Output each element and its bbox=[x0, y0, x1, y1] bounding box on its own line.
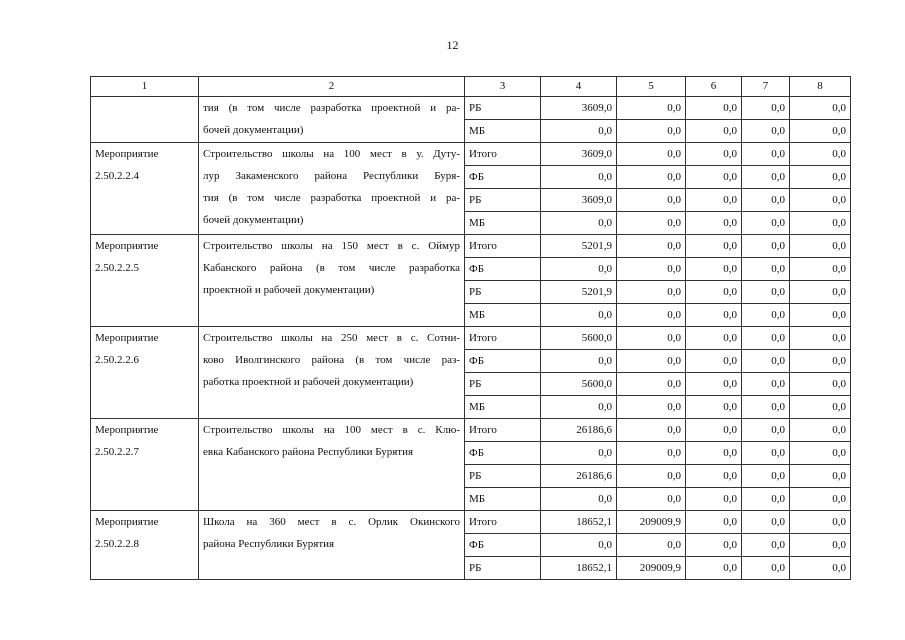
amount-cell: 0,0 bbox=[742, 442, 790, 465]
amount-cell: 0,0 bbox=[742, 373, 790, 396]
measure-name-line: Строительство школы на 100 мест в у. Дуту- bbox=[203, 148, 460, 160]
table-row bbox=[91, 419, 851, 442]
amount-cell: 0,0 bbox=[617, 97, 686, 120]
header-cell: 7 bbox=[742, 77, 790, 97]
measure-code-cell bbox=[91, 97, 199, 143]
measure-name-cell bbox=[199, 143, 465, 235]
amount-cell: 0,0 bbox=[617, 373, 686, 396]
amount-cell: 0,0 bbox=[742, 212, 790, 235]
measure-name-line: бочей документации) bbox=[203, 124, 304, 136]
amount-cell: 0,0 bbox=[617, 396, 686, 419]
amount-cell: 0,0 bbox=[790, 396, 851, 419]
amount-cell: 0,0 bbox=[686, 534, 742, 557]
amount-cell: 0,0 bbox=[790, 97, 851, 120]
funding-source-cell: МБ bbox=[465, 488, 541, 511]
measure-code-cell bbox=[91, 143, 199, 235]
funding-source-cell: МБ bbox=[465, 212, 541, 235]
funding-source-cell: РБ bbox=[465, 281, 541, 304]
amount-cell: 0,0 bbox=[742, 350, 790, 373]
amount-cell: 0,0 bbox=[617, 304, 686, 327]
table-row bbox=[91, 97, 851, 120]
amount-cell: 0,0 bbox=[686, 258, 742, 281]
amount-cell: 0,0 bbox=[742, 534, 790, 557]
measure-name-line: Строительство школы на 100 мест в с. Клю- bbox=[203, 424, 460, 436]
measure-code-line: 2.50.2.2.7 bbox=[95, 446, 139, 458]
header-cell: 3 bbox=[465, 77, 541, 97]
budget-table bbox=[90, 76, 851, 580]
amount-cell: 0,0 bbox=[742, 465, 790, 488]
measure-code-line: Мероприятие bbox=[95, 516, 159, 528]
measure-name-line: бочей документации) bbox=[203, 214, 304, 226]
amount-cell: 0,0 bbox=[617, 327, 686, 350]
measure-name-cell bbox=[199, 327, 465, 419]
funding-source-cell: РБ bbox=[465, 97, 541, 120]
amount-cell: 0,0 bbox=[686, 327, 742, 350]
amount-cell: 0,0 bbox=[790, 304, 851, 327]
amount-cell: 0,0 bbox=[541, 166, 617, 189]
amount-cell: 0,0 bbox=[617, 442, 686, 465]
funding-source-cell: РБ bbox=[465, 465, 541, 488]
amount-cell: 0,0 bbox=[790, 212, 851, 235]
amount-cell: 0,0 bbox=[790, 166, 851, 189]
amount-cell: 3609,0 bbox=[541, 189, 617, 212]
amount-cell: 0,0 bbox=[686, 373, 742, 396]
amount-cell: 0,0 bbox=[541, 258, 617, 281]
amount-cell: 0,0 bbox=[686, 419, 742, 442]
amount-cell: 0,0 bbox=[742, 258, 790, 281]
amount-cell: 0,0 bbox=[686, 281, 742, 304]
amount-cell: 0,0 bbox=[790, 235, 851, 258]
amount-cell: 5201,9 bbox=[541, 281, 617, 304]
measure-code-line: Мероприятие bbox=[95, 332, 159, 344]
amount-cell: 0,0 bbox=[617, 166, 686, 189]
amount-cell: 0,0 bbox=[742, 235, 790, 258]
amount-cell: 0,0 bbox=[541, 304, 617, 327]
amount-cell: 0,0 bbox=[742, 557, 790, 580]
measure-code-line: 2.50.2.2.8 bbox=[95, 538, 139, 550]
amount-cell: 0,0 bbox=[742, 120, 790, 143]
amount-cell: 0,0 bbox=[541, 120, 617, 143]
amount-cell: 0,0 bbox=[541, 442, 617, 465]
amount-cell: 0,0 bbox=[686, 189, 742, 212]
amount-cell: 0,0 bbox=[541, 212, 617, 235]
funding-source-cell: ФБ bbox=[465, 350, 541, 373]
amount-cell: 0,0 bbox=[686, 511, 742, 534]
table-row bbox=[91, 327, 851, 350]
amount-cell: 0,0 bbox=[686, 120, 742, 143]
amount-cell: 0,0 bbox=[686, 304, 742, 327]
amount-cell: 18652,1 bbox=[541, 511, 617, 534]
measure-code-line: Мероприятие bbox=[95, 148, 159, 160]
funding-source-cell: Итого bbox=[465, 511, 541, 534]
amount-cell: 0,0 bbox=[790, 120, 851, 143]
amount-cell: 18652,1 bbox=[541, 557, 617, 580]
amount-cell: 0,0 bbox=[617, 534, 686, 557]
measure-code-line: Мероприятие bbox=[95, 424, 159, 436]
amount-cell: 5201,9 bbox=[541, 235, 617, 258]
measure-name-cell bbox=[199, 97, 465, 143]
header-cell: 1 bbox=[91, 77, 199, 97]
amount-cell: 3609,0 bbox=[541, 97, 617, 120]
amount-cell: 0,0 bbox=[790, 258, 851, 281]
measure-name-line: ково Иволгинского района (в том числе раз- bbox=[203, 354, 460, 366]
amount-cell: 0,0 bbox=[790, 557, 851, 580]
measure-name-line: Строительство школы на 250 мест в с. Сотни- bbox=[203, 332, 460, 344]
amount-cell: 0,0 bbox=[617, 235, 686, 258]
header-cell: 2 bbox=[199, 77, 465, 97]
amount-cell: 0,0 bbox=[742, 419, 790, 442]
table-row bbox=[91, 511, 851, 534]
amount-cell: 26186,6 bbox=[541, 419, 617, 442]
amount-cell: 0,0 bbox=[541, 488, 617, 511]
header-row bbox=[91, 77, 851, 97]
amount-cell: 0,0 bbox=[790, 189, 851, 212]
measure-name-cell bbox=[199, 419, 465, 511]
amount-cell: 0,0 bbox=[541, 350, 617, 373]
funding-source-cell: ФБ bbox=[465, 534, 541, 557]
funding-source-cell: РБ bbox=[465, 189, 541, 212]
amount-cell: 0,0 bbox=[617, 143, 686, 166]
amount-cell: 0,0 bbox=[617, 120, 686, 143]
amount-cell: 0,0 bbox=[617, 350, 686, 373]
amount-cell: 0,0 bbox=[742, 488, 790, 511]
measure-name-cell bbox=[199, 511, 465, 580]
measure-name-line: Строительство школы на 150 мест в с. Оймур bbox=[203, 240, 460, 252]
funding-source-cell: МБ bbox=[465, 396, 541, 419]
measure-name-line: лур Закаменского района Республики Буря- bbox=[203, 170, 460, 182]
funding-source-cell: Итого bbox=[465, 235, 541, 258]
amount-cell: 0,0 bbox=[686, 396, 742, 419]
measure-code-line: 2.50.2.2.6 bbox=[95, 354, 139, 366]
amount-cell: 3609,0 bbox=[541, 143, 617, 166]
amount-cell: 0,0 bbox=[790, 511, 851, 534]
funding-source-cell: МБ bbox=[465, 120, 541, 143]
amount-cell: 0,0 bbox=[617, 258, 686, 281]
amount-cell: 209009,9 bbox=[617, 557, 686, 580]
amount-cell: 0,0 bbox=[790, 488, 851, 511]
measure-name-line: евка Кабанского района Республики Бурятия bbox=[203, 446, 414, 458]
funding-source-cell: ФБ bbox=[465, 258, 541, 281]
table-row bbox=[91, 143, 851, 166]
amount-cell: 0,0 bbox=[742, 281, 790, 304]
amount-cell: 0,0 bbox=[686, 97, 742, 120]
amount-cell: 0,0 bbox=[742, 511, 790, 534]
amount-cell: 0,0 bbox=[742, 304, 790, 327]
amount-cell: 0,0 bbox=[790, 143, 851, 166]
table-body bbox=[91, 97, 851, 580]
amount-cell: 209009,9 bbox=[617, 511, 686, 534]
funding-source-cell: ФБ bbox=[465, 442, 541, 465]
amount-cell: 0,0 bbox=[742, 396, 790, 419]
amount-cell: 0,0 bbox=[742, 327, 790, 350]
amount-cell: 0,0 bbox=[790, 465, 851, 488]
amount-cell: 0,0 bbox=[742, 166, 790, 189]
funding-source-cell: Итого bbox=[465, 419, 541, 442]
funding-source-cell: Итого bbox=[465, 327, 541, 350]
amount-cell: 0,0 bbox=[617, 189, 686, 212]
measure-code-cell bbox=[91, 235, 199, 327]
funding-source-cell: МБ bbox=[465, 304, 541, 327]
amount-cell: 0,0 bbox=[686, 350, 742, 373]
measure-name-line: района Республики Бурятия bbox=[203, 538, 335, 550]
amount-cell: 0,0 bbox=[742, 143, 790, 166]
amount-cell: 0,0 bbox=[790, 281, 851, 304]
amount-cell: 0,0 bbox=[686, 442, 742, 465]
header-cell: 5 bbox=[617, 77, 686, 97]
amount-cell: 0,0 bbox=[541, 534, 617, 557]
amount-cell: 0,0 bbox=[790, 442, 851, 465]
table-row bbox=[91, 235, 851, 258]
amount-cell: 26186,6 bbox=[541, 465, 617, 488]
amount-cell: 0,0 bbox=[617, 212, 686, 235]
amount-cell: 0,0 bbox=[686, 166, 742, 189]
amount-cell: 0,0 bbox=[742, 97, 790, 120]
amount-cell: 0,0 bbox=[541, 396, 617, 419]
amount-cell: 0,0 bbox=[742, 189, 790, 212]
measure-code-line: 2.50.2.2.5 bbox=[95, 262, 139, 274]
measure-code-cell bbox=[91, 419, 199, 511]
page-number: 12 bbox=[446, 38, 459, 52]
measure-name-line: тия (в том числе разработка проектной и ра- bbox=[203, 102, 460, 114]
amount-cell: 0,0 bbox=[790, 327, 851, 350]
amount-cell: 0,0 bbox=[686, 488, 742, 511]
amount-cell: 5600,0 bbox=[541, 373, 617, 396]
measure-code-cell bbox=[91, 511, 199, 580]
amount-cell: 0,0 bbox=[686, 235, 742, 258]
header-cell: 6 bbox=[686, 77, 742, 97]
funding-source-cell: РБ bbox=[465, 557, 541, 580]
amount-cell: 0,0 bbox=[617, 488, 686, 511]
amount-cell: 0,0 bbox=[686, 557, 742, 580]
funding-source-cell: Итого bbox=[465, 143, 541, 166]
amount-cell: 0,0 bbox=[686, 212, 742, 235]
amount-cell: 5600,0 bbox=[541, 327, 617, 350]
amount-cell: 0,0 bbox=[617, 419, 686, 442]
amount-cell: 0,0 bbox=[790, 419, 851, 442]
measure-name-line: проектной и рабочей документации) bbox=[203, 284, 375, 296]
amount-cell: 0,0 bbox=[617, 281, 686, 304]
measure-name-line: Кабанского района (в том числе разработка bbox=[203, 262, 460, 274]
amount-cell: 0,0 bbox=[790, 534, 851, 557]
funding-source-cell: ФБ bbox=[465, 166, 541, 189]
funding-source-cell: РБ bbox=[465, 373, 541, 396]
amount-cell: 0,0 bbox=[617, 465, 686, 488]
amount-cell: 0,0 bbox=[790, 373, 851, 396]
amount-cell: 0,0 bbox=[686, 465, 742, 488]
header-cell: 8 bbox=[790, 77, 851, 97]
measure-name-line: работка проектной и рабочей документации) bbox=[203, 376, 414, 388]
measure-code-line: Мероприятие bbox=[95, 240, 159, 252]
amount-cell: 0,0 bbox=[686, 143, 742, 166]
measure-name-line: тия (в том числе разработка проектной и ра- bbox=[203, 192, 460, 204]
measure-code-line: 2.50.2.2.4 bbox=[95, 170, 139, 182]
measure-name-line: Школа на 360 мест в с. Орлик Окинского bbox=[203, 516, 460, 528]
header-cell: 4 bbox=[541, 77, 617, 97]
measure-name-cell bbox=[199, 235, 465, 327]
measure-code-cell bbox=[91, 327, 199, 419]
amount-cell: 0,0 bbox=[790, 350, 851, 373]
